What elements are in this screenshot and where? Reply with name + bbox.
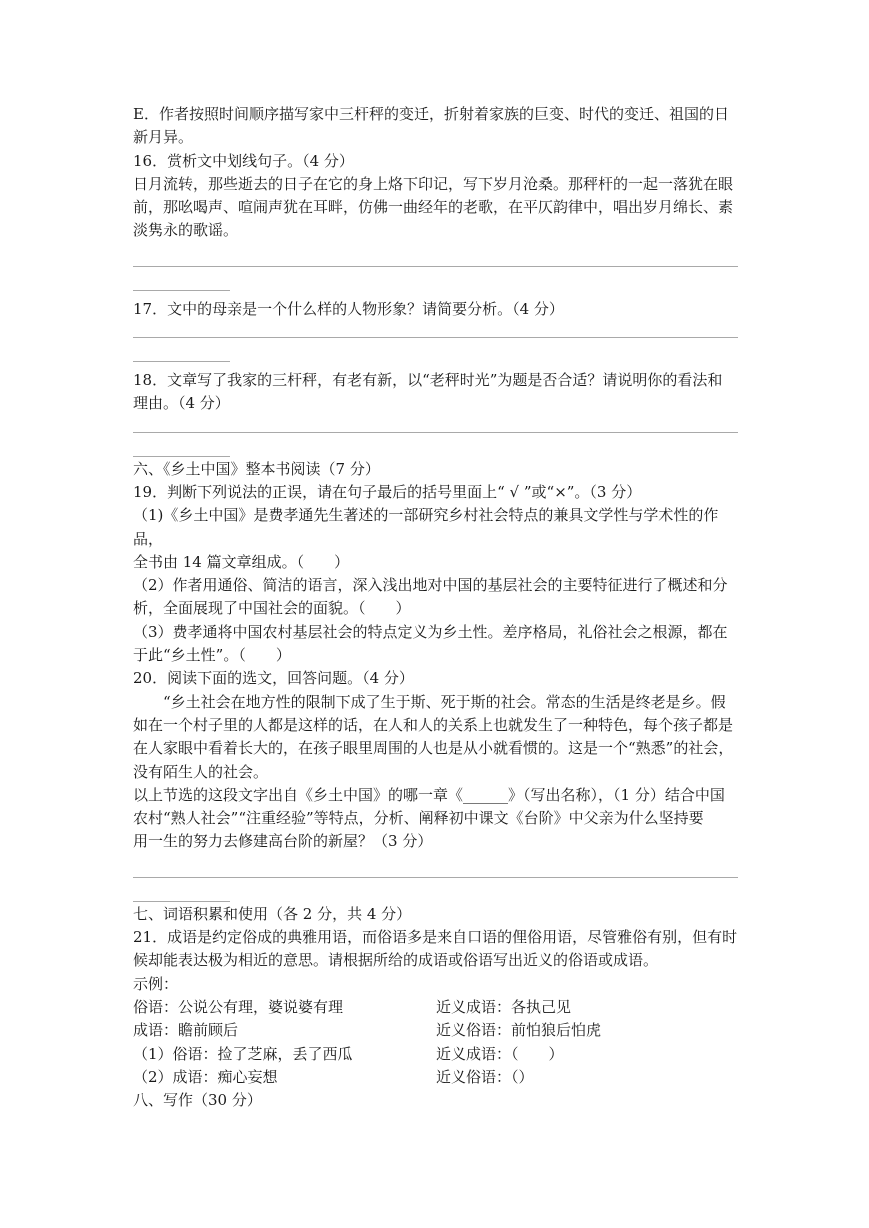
item-row-2: [133, 1066, 738, 1089]
q19-item-1-line-1: （1)《乡土中国》是费孝通先生著述的一部研究乡村社会特点的兼具文学性与学术性的作品，: [133, 506, 719, 548]
example-label: 示例：: [133, 974, 179, 993]
q20-passage-line-4: 没有陌生人的社会。: [133, 762, 269, 781]
q20-question-line-3: 用一生的努力去修建高台阶的新屋？（3 分）: [133, 832, 433, 851]
item-1-right[interactable]: 近义成语：（ ）: [436, 1044, 564, 1063]
q19-item-2-line-2: 析，全面展现了中国社会的面貌。（ ）: [133, 599, 411, 618]
answer-line-short[interactable]: [133, 290, 230, 292]
answer-line[interactable]: [133, 877, 738, 879]
answer-line[interactable]: [133, 337, 738, 339]
question-18-line-1: 18．文章写了我家的三杆秤，有老有新，以“老秤时光”为题是否合适？请说明你的看法和: [133, 371, 723, 390]
example-row-2: [133, 1019, 738, 1042]
q19-item-3-line-2: 于此“乡土性”。（ ）: [133, 646, 291, 665]
option-e-line-2: 新月异。: [133, 128, 194, 147]
q16-passage-line-1: 日月流转，那些逝去的日子在它的身上烙下印记，写下岁月沧桑。那秤杆的一起一落犹在眼: [133, 174, 734, 193]
q20-passage-line-1: “乡土社会在地方性的限制下成了生于斯、死于斯的社会。常态的生活是终老是乡。假: [163, 692, 726, 711]
item-row-1: [133, 1043, 738, 1066]
example-row-1: [133, 996, 738, 1019]
question-18-line-2: 理由。（4 分）: [133, 394, 230, 413]
example-2-left: 成语：瞻前顾后: [133, 1021, 239, 1040]
section-6-heading: 六、《乡土中国》整本书阅读（7 分）: [133, 459, 380, 478]
q20-question-line-1: 以上节选的这段文字出自《乡土中国》的哪一章《______》（写出名称），（1 分）结合中国: [133, 785, 725, 804]
example-1-left: 俗语：公说公有理，婆说婆有理: [133, 997, 344, 1016]
q19-item-3-line-1: （3）费孝通将中国农村基层社会的特点定义为乡土性。差序格局，礼俗社会之根源，都在: [133, 622, 728, 641]
document-page: [133, 103, 738, 1112]
answer-line-short[interactable]: [133, 361, 230, 363]
q20-passage-line-3: 在人家眼中看着长大的，在孩子眼里周围的人也是从小就看惯的。这是一个“熟悉”的社会，: [133, 739, 734, 758]
q16-passage-line-2: 前，那吆喝声、喧闹声犹在耳畔，仿佛一曲经年的老歌，在平仄韵律中，唱出岁月绵长、素: [133, 198, 734, 217]
q19-item-1-line-2: 全书由 14 篇文章组成。（ ）: [133, 552, 350, 571]
question-17: 17．文中的母亲是一个什么样的人物形象？请简要分析。（4 分）: [133, 299, 564, 318]
question-21-line-1: 21．成语是约定俗成的典雅用语，而俗语多是来自口语的俚俗用语，尽管雅俗有别，但有时: [133, 928, 738, 947]
question-20: 20．阅读下面的选文，回答问题。（4 分）: [133, 669, 414, 688]
q20-question-line-2: 农村“熟人社会”“注重经验”等特点，分析、阐释初中课文《台阶》中父亲为什么坚持要: [133, 809, 704, 828]
item-2-left: （2）成语：痴心妄想: [133, 1067, 278, 1086]
section-7-heading: 七、词语积累和使用（各 2 分，共 4 分）: [133, 904, 412, 923]
example-2-right: 近义俗语：前怕狼后怕虎: [436, 1021, 602, 1040]
q16-passage-line-3: 淡隽永的歌谣。: [133, 221, 239, 240]
option-e-line-1: E．作者按照时间顺序描写家中三杆秤的变迁，折射着家族的巨变、时代的变迁、祖国的日: [133, 105, 729, 123]
answer-line[interactable]: [133, 432, 738, 434]
item-1-left: （1）俗语：捡了芝麻，丢了西瓜: [133, 1044, 353, 1063]
question-16: 16．赏析文中划线句子。（4 分）: [133, 151, 354, 170]
q19-item-2-line-1: （2）作者用通俗、简洁的语言，深入浅出地对中国的基层社会的主要特征进行了概述和分: [133, 576, 728, 595]
item-2-right[interactable]: 近义俗语：（）: [436, 1067, 534, 1086]
example-1-right: 近义成语：各执己见: [436, 997, 572, 1016]
section-8-heading: 八、写作（30 分）: [133, 1091, 262, 1110]
question-19: 19．判断下列说法的正误，请在句子最后的括号里面上“ √ ”或“×”。（3 分）: [133, 482, 642, 501]
answer-line[interactable]: [133, 266, 738, 268]
q20-passage-line-2: 如在一个村子里的人都是这样的话，在人和人的关系上也就发生了一种特色，每个孩子都是: [133, 715, 734, 734]
question-21-line-2: 候却能表达极为相近的意思。请根据所给的成语或俗语写出近义的俗语或成语。: [133, 951, 659, 970]
